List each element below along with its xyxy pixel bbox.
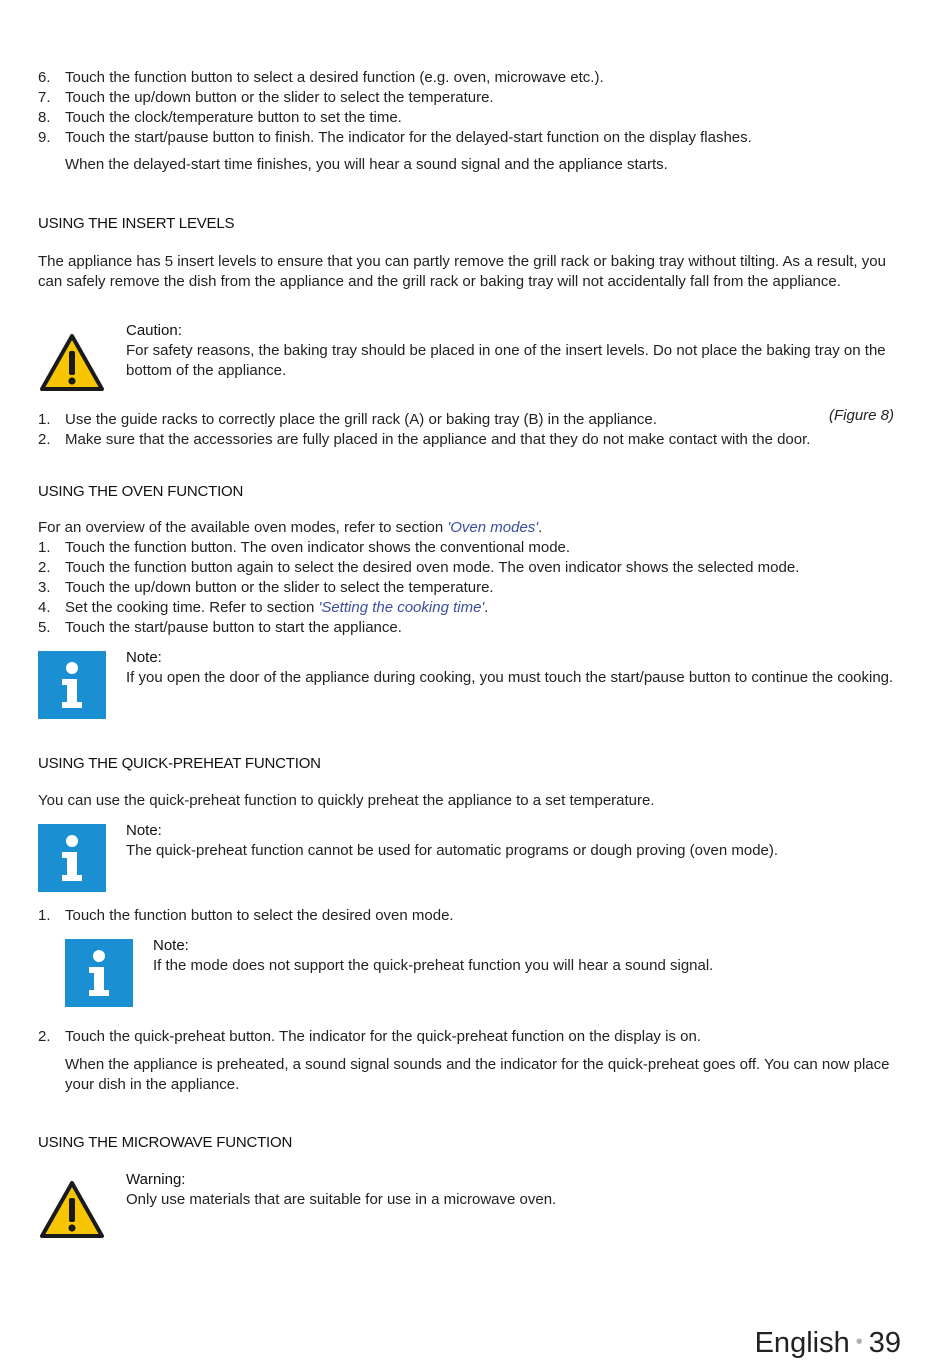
note-label: Note: — [153, 937, 189, 954]
list-item — [38, 598, 905, 618]
note-text: The quick-preheat function cannot be used for automatic programs or dough proving (oven mode). — [126, 842, 779, 859]
list-number: 2. — [38, 559, 51, 576]
list-item — [38, 558, 905, 578]
list-item — [38, 108, 905, 128]
intro-text: For an overview of the available oven modes, refer to section — [38, 519, 448, 536]
note-label: Note: — [126, 822, 162, 839]
list-number: 4. — [38, 599, 51, 616]
list-text: Touch the up/down button or the slider to select the temperature. — [65, 579, 494, 596]
note-notice — [126, 648, 905, 688]
note-notice — [126, 821, 905, 861]
figure-reference: (Figure 8) — [829, 407, 895, 424]
setting-cooking-time-link[interactable]: 'Setting the cooking time' — [318, 599, 485, 616]
oven-function-intro — [38, 518, 905, 538]
intro-end: . — [538, 519, 543, 536]
list-text: Touch the function button again to select the desired oven mode. The oven indicator shows the selected mode. — [65, 559, 800, 576]
list-number: 8. — [38, 109, 51, 126]
list-text: Touch the start/pause button to start the appliance. — [65, 619, 402, 636]
section-heading-oven-function: USING THE OVEN FUNCTION — [38, 483, 244, 500]
list-item — [38, 410, 720, 430]
list-number: 1. — [38, 411, 51, 428]
list-item — [38, 430, 905, 450]
caution-label: Caution: — [126, 322, 182, 339]
warning-label: Warning: — [126, 1171, 186, 1188]
list-text: Make sure that the accessories are fully placed in the appliance and that they do not make contact with the door. — [65, 431, 811, 448]
section-heading-quick-preheat: USING THE QUICK-PREHEAT FUNCTION — [38, 755, 321, 772]
list-text: Touch the quick-preheat button. The indicator for the quick-preheat function on the display is on. — [65, 1028, 701, 1045]
list-text: Use the guide racks to correctly place the grill rack (A) or baking tray (B) in the appliance. — [65, 411, 657, 428]
caution-text: For safety reasons, the baking tray should be placed in one of the insert levels. Do not place the baking tray on the bottom of the appliance. — [126, 342, 886, 379]
quick-preheat-followup: When the appliance is preheated, a sound signal sounds and the indicator for the quick-preheat goes off. You can now place your dish in the appliance. — [65, 1056, 890, 1093]
list-text: Touch the start/pause button to finish. The indicator for the delayed-start function on the display flashes. — [65, 129, 752, 146]
footer-separator: • — [855, 1331, 863, 1353]
section-heading-microwave: USING THE MICROWAVE FUNCTION — [38, 1134, 293, 1151]
note-label: Note: — [126, 649, 162, 666]
list-item — [38, 1027, 905, 1047]
note-text: If the mode does not support the quick-preheat function you will hear a sound signal. — [153, 957, 714, 974]
footer-language: English — [754, 1327, 850, 1359]
insert-levels-intro: The appliance has 5 insert levels to ensure that you can partly remove the grill rack or baking tray without tilting. As a result, you can safely remove the dish from the appliance and the grill rack or baking tray will not accidentally fall from the appliance. — [38, 253, 886, 290]
list-item — [38, 578, 905, 598]
warning-text: Only use materials that are suitable for use in a microwave oven. — [126, 1191, 557, 1208]
warning-triangle-icon — [39, 333, 105, 393]
list-text: Touch the clock/temperature button to set the time. — [65, 109, 402, 126]
warning-triangle-icon — [39, 1180, 105, 1240]
list-item — [38, 538, 905, 558]
list-item — [38, 88, 905, 108]
step4-text: Set the cooking time. Refer to section — [65, 599, 319, 616]
list-number: 1. — [38, 907, 51, 924]
list-number: 6. — [38, 69, 51, 86]
list-number: 5. — [38, 619, 51, 636]
caution-notice — [126, 321, 905, 381]
quick-preheat-intro: You can use the quick-preheat function to quickly preheat the appliance to a set temperature. — [38, 792, 655, 809]
list-item — [38, 68, 905, 88]
list-number: 9. — [38, 129, 51, 146]
info-icon — [65, 939, 133, 1007]
note-notice — [153, 936, 905, 976]
delayed-start-followup: When the delayed-start time finishes, you will hear a sound signal and the appliance starts. — [65, 156, 668, 173]
list-item — [38, 128, 905, 148]
list-number: 2. — [38, 431, 51, 448]
list-text: Touch the function button to select the desired oven mode. — [65, 907, 454, 924]
list-number: 1. — [38, 539, 51, 556]
list-number: 7. — [38, 89, 51, 106]
list-number: 3. — [38, 579, 51, 596]
list-number: 2. — [38, 1028, 51, 1045]
warning-notice — [126, 1170, 905, 1210]
page-number: 39 — [868, 1327, 901, 1359]
list-text: Touch the function button to select a desired function (e.g. oven, microwave etc.). — [65, 69, 604, 86]
oven-modes-link[interactable]: 'Oven modes' — [447, 519, 539, 536]
step4-end: . — [484, 599, 489, 616]
list-item — [38, 906, 905, 926]
section-heading-insert-levels: USING THE INSERT LEVELS — [38, 215, 235, 232]
page-footer — [755, 1324, 901, 1361]
info-icon — [38, 651, 106, 719]
list-text: Touch the up/down button or the slider to select the temperature. — [65, 89, 494, 106]
list-text: Touch the function button. The oven indicator shows the conventional mode. — [65, 539, 571, 556]
note-text: If you open the door of the appliance during cooking, you must touch the start/pause button to continue the cooking. — [126, 669, 894, 686]
list-text — [65, 598, 905, 618]
info-icon — [38, 824, 106, 892]
list-item — [38, 618, 905, 638]
